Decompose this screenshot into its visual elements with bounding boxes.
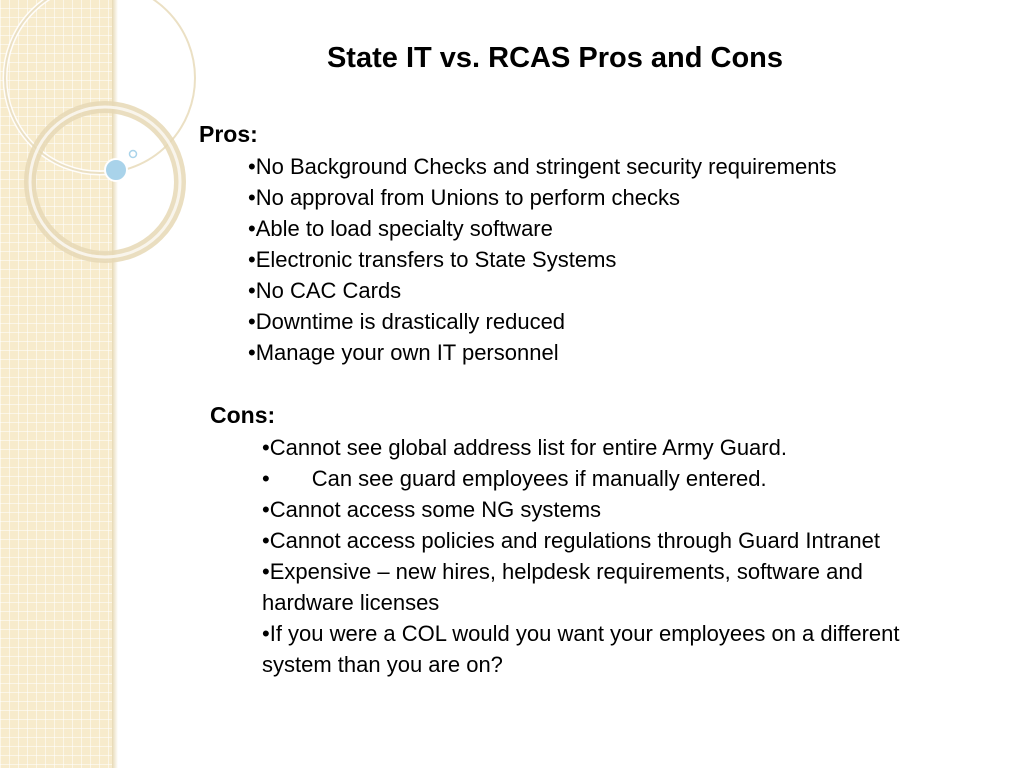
cons-item: •Cannot see global address list for entire Army Guard. <box>262 435 787 460</box>
cons-item-text: Can see guard employees if manually entered. <box>311 466 767 491</box>
cons-bullet: • <box>262 466 270 491</box>
bubble-icon <box>105 159 127 181</box>
pros-item: •No approval from Unions to perform checks <box>248 185 680 210</box>
slide-title: State IT vs. RCAS Pros and Cons <box>326 42 784 74</box>
pros-heading: Pros: <box>199 121 258 147</box>
pros-item: •Downtime is drastically reduced <box>248 309 566 334</box>
pros-item: •No Background Checks and stringent security requirements <box>248 154 837 179</box>
cons-item: •Cannot access some NG systems <box>262 497 602 522</box>
small-bubble-icon <box>130 151 137 158</box>
pros-item: •No CAC Cards <box>248 278 402 303</box>
pros-item: •Electronic transfers to State Systems <box>248 247 617 272</box>
pros-item: •Able to load specialty software <box>248 216 553 241</box>
cons-heading: Cons: <box>210 402 276 428</box>
cons-list <box>262 432 922 680</box>
pros-list <box>248 151 968 368</box>
cons-item <box>262 463 922 494</box>
cons-item: •Cannot access policies and regulations through Guard Intranet <box>262 528 880 553</box>
pros-item: •Manage your own IT personnel <box>248 340 559 365</box>
cons-item: •Expensive – new hires, helpdesk requirements, software and hardware licenses <box>262 559 863 615</box>
cons-item: •If you were a COL would you want your employees on a different system than you are on? <box>262 621 900 677</box>
small-ring-highlight <box>30 107 180 257</box>
